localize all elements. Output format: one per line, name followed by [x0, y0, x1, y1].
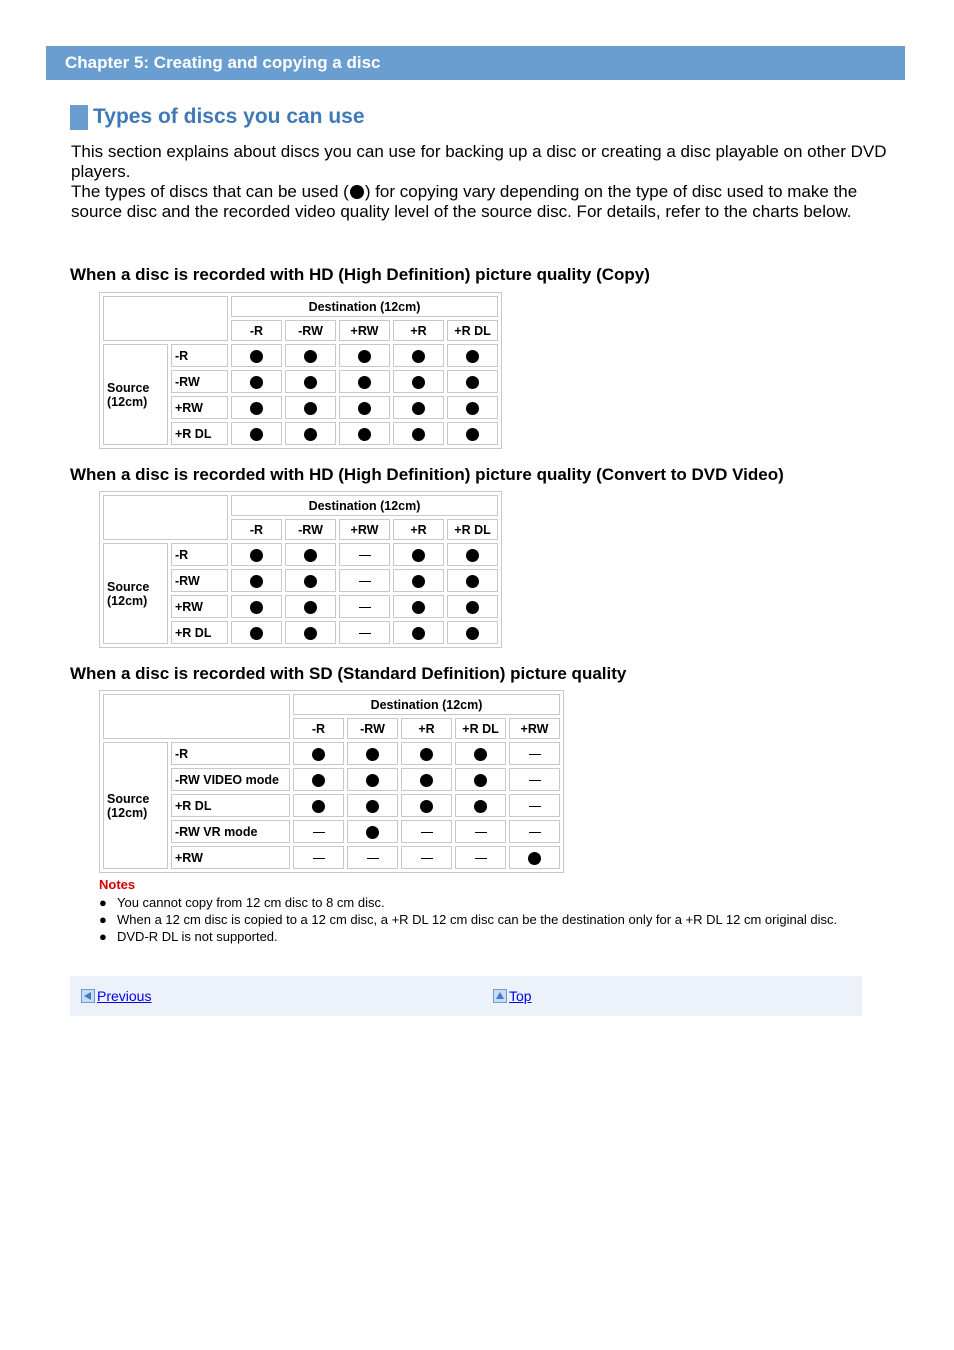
compat-cell: [285, 396, 336, 419]
table-row: [103, 768, 560, 791]
supported-circle-icon: [412, 601, 425, 614]
table-row: [103, 820, 560, 843]
compat-cell: [447, 422, 498, 445]
compat-cell: [509, 768, 560, 791]
supported-circle-icon: [474, 774, 487, 787]
supported-circle-icon: [304, 627, 317, 640]
compat-cell: [285, 543, 336, 566]
compat-cell: [231, 422, 282, 445]
compat-cell: [231, 569, 282, 592]
compat-cell: [455, 742, 506, 765]
supported-circle-icon: [474, 748, 487, 761]
compat-cell: [347, 794, 398, 817]
disc-table-hd-copy: [99, 292, 502, 449]
compat-cell: [393, 370, 444, 393]
compat-cell: [293, 768, 344, 791]
supported-circle-icon: [250, 627, 263, 640]
supported-circle-icon: [412, 350, 425, 363]
source-label: [103, 742, 168, 869]
compat-cell: [401, 742, 452, 765]
supported-circle-icon: [358, 402, 371, 415]
compat-cell: [393, 621, 444, 644]
table-3-heading: When a disc is recorded with SD (Standard Definition) picture quality: [70, 664, 627, 683]
row-label: +RW: [171, 595, 228, 618]
not-supported-dash-icon: [421, 832, 433, 833]
compat-cell: [447, 543, 498, 566]
table-row: [103, 846, 560, 869]
intro-paragraph-1: This section explains about discs you can use for backing up a disc or creating a disc playable on other DVD players.: [71, 142, 887, 181]
compat-cell: [447, 569, 498, 592]
supported-circle-icon: [312, 748, 325, 761]
row-label: +R DL: [171, 621, 228, 644]
compat-cell: [393, 569, 444, 592]
supported-circle-icon: [312, 800, 325, 813]
not-supported-dash-icon: [529, 832, 541, 833]
destination-label: Destination (12cm): [231, 495, 498, 516]
supported-circle-icon: [466, 575, 479, 588]
table-row: [103, 742, 560, 765]
column-header: -RW: [285, 519, 336, 540]
top-link[interactable]: [493, 988, 532, 1004]
column-header: +R: [401, 718, 452, 739]
header-row: [103, 495, 498, 516]
compat-cell: [339, 621, 390, 644]
compat-cell: [401, 820, 452, 843]
compat-cell: [339, 543, 390, 566]
supported-circle-icon: [312, 774, 325, 787]
notes-title: Notes: [99, 877, 136, 892]
column-header: +R DL: [447, 320, 498, 341]
table-row: [103, 794, 560, 817]
compat-cell: [285, 344, 336, 367]
row-label: -RW VIDEO mode: [171, 768, 290, 791]
destination-label: Destination (12cm): [231, 296, 498, 317]
note-text: When a 12 cm disc is copied to a 12 cm disc, a +R DL 12 cm disc can be the destination only for a +R DL 12 cm original disc.: [117, 912, 838, 927]
compat-cell: [447, 595, 498, 618]
arrow-left-icon: [81, 989, 95, 1003]
corner-cell: [103, 495, 228, 540]
compat-cell: [293, 846, 344, 869]
note-item: [99, 894, 889, 911]
compat-cell: [293, 794, 344, 817]
note-item: [99, 911, 889, 928]
supported-circle-icon: [358, 350, 371, 363]
supported-circle-icon: [250, 376, 263, 389]
compat-cell: [285, 370, 336, 393]
page-title: Types of discs you can use: [93, 105, 365, 128]
compat-cell: [231, 543, 282, 566]
row-label: +R DL: [171, 794, 290, 817]
not-supported-dash-icon: [313, 832, 325, 833]
supported-circle-icon: [474, 800, 487, 813]
supported-circle-icon: [412, 549, 425, 562]
column-header: +R: [393, 320, 444, 341]
compat-cell: [339, 422, 390, 445]
not-supported-dash-icon: [359, 633, 371, 634]
bullet-icon: ●: [99, 912, 107, 927]
compat-cell: [393, 595, 444, 618]
column-header: -R: [293, 718, 344, 739]
footer-navigation: [70, 976, 862, 1016]
supported-circle-icon: [250, 575, 263, 588]
compat-cell: [509, 820, 560, 843]
supported-circle-icon: [304, 376, 317, 389]
supported-circle-icon: [420, 774, 433, 787]
table-2-heading: When a disc is recorded with HD (High Definition) picture quality (Convert to DVD Video): [70, 465, 784, 484]
row-label: -RW: [171, 370, 228, 393]
not-supported-dash-icon: [529, 754, 541, 755]
compat-cell: [455, 794, 506, 817]
compat-cell: [447, 621, 498, 644]
compat-cell: [447, 370, 498, 393]
not-supported-dash-icon: [421, 858, 433, 859]
not-supported-dash-icon: [313, 858, 325, 859]
compat-cell: [285, 595, 336, 618]
column-header: +R DL: [447, 519, 498, 540]
disc-table-hd-convert: [99, 491, 502, 648]
column-header: -RW: [285, 320, 336, 341]
supported-circle-icon: [304, 549, 317, 562]
supported-circle-icon: [366, 800, 379, 813]
compat-cell: [401, 846, 452, 869]
supported-circle-icon: [466, 350, 479, 363]
column-header: +RW: [509, 718, 560, 739]
compat-cell: [509, 794, 560, 817]
bullet-icon: ●: [99, 929, 107, 944]
destination-label: Destination (12cm): [293, 694, 560, 715]
corner-cell: [103, 694, 290, 739]
compat-cell: [401, 794, 452, 817]
notes-section: [99, 877, 889, 945]
not-supported-dash-icon: [359, 555, 371, 556]
source-label-line-1: Source: [107, 791, 150, 806]
compat-cell: [293, 820, 344, 843]
supported-circle-icon: [250, 428, 263, 441]
bullet-icon: ●: [99, 895, 107, 910]
previous-link[interactable]: [81, 988, 151, 1004]
compat-cell: [231, 595, 282, 618]
supported-circle-icon: [304, 350, 317, 363]
table-row: [103, 344, 498, 367]
not-supported-dash-icon: [367, 858, 379, 859]
supported-circle-icon: [366, 748, 379, 761]
supported-circle-icon: [466, 601, 479, 614]
column-header: -R: [231, 519, 282, 540]
table-row: [103, 543, 498, 566]
compat-cell: [447, 344, 498, 367]
compat-cell: [231, 370, 282, 393]
column-header: +RW: [339, 519, 390, 540]
supported-circle-icon: [366, 826, 379, 839]
compat-cell: [339, 344, 390, 367]
disc-table-sd: [99, 690, 564, 873]
row-label: -RW: [171, 569, 228, 592]
supported-circle-icon: [250, 350, 263, 363]
top-link-label: Top: [509, 988, 532, 1004]
compat-cell: [285, 422, 336, 445]
supported-circle-icon: [412, 575, 425, 588]
note-text: DVD-R DL is not supported.: [117, 929, 278, 944]
supported-circle-icon: [304, 601, 317, 614]
compat-cell: [393, 344, 444, 367]
row-label: +RW: [171, 396, 228, 419]
supported-circle-icon: [304, 428, 317, 441]
supported-circle-icon: [250, 601, 263, 614]
arrow-up-icon: [493, 989, 507, 1003]
compat-cell: [231, 621, 282, 644]
intro-text-before: The types of discs that can be used (: [71, 182, 349, 201]
supported-circle-icon: [420, 800, 433, 813]
source-label-line-1: Source: [107, 579, 150, 594]
row-label: +R DL: [171, 422, 228, 445]
section-heading: [70, 104, 365, 130]
not-supported-dash-icon: [359, 581, 371, 582]
supported-circle-icon: [412, 428, 425, 441]
source-label: [103, 344, 168, 445]
compat-cell: [339, 370, 390, 393]
chapter-header: [46, 46, 905, 80]
compat-cell: [285, 621, 336, 644]
row-label: -R: [171, 742, 290, 765]
supported-circle-icon: [466, 549, 479, 562]
chapter-title: Chapter 5: Creating and copying a disc: [65, 53, 381, 72]
source-label-line-2: (12cm): [107, 593, 148, 608]
compat-cell: [347, 846, 398, 869]
row-label: -R: [171, 344, 228, 367]
compat-cell: [393, 543, 444, 566]
note-text: You cannot copy from 12 cm disc to 8 cm disc.: [117, 895, 385, 910]
not-supported-dash-icon: [475, 832, 487, 833]
compat-cell: [339, 396, 390, 419]
not-supported-dash-icon: [359, 607, 371, 608]
supported-circle-icon: [466, 627, 479, 640]
supported-circle-icon: [412, 402, 425, 415]
not-supported-dash-icon: [529, 780, 541, 781]
supported-circle-icon: [304, 402, 317, 415]
intro-paragraph-2: [71, 182, 891, 222]
supported-circle-icon: [412, 627, 425, 640]
table-1-heading: When a disc is recorded with HD (High Definition) picture quality (Copy): [70, 265, 650, 284]
corner-cell: [103, 296, 228, 341]
note-item: [99, 928, 889, 945]
supported-circle-icon: [250, 549, 263, 562]
compat-cell: [447, 396, 498, 419]
supported-circle-icon: [358, 376, 371, 389]
supported-circle-icon: [350, 185, 364, 199]
supported-circle-icon: [466, 428, 479, 441]
row-label: -RW VR mode: [171, 820, 290, 843]
supported-circle-icon: [358, 428, 371, 441]
supported-circle-icon: [250, 402, 263, 415]
supported-circle-icon: [366, 774, 379, 787]
supported-circle-icon: [528, 852, 541, 865]
not-supported-dash-icon: [529, 806, 541, 807]
compat-cell: [401, 768, 452, 791]
compat-cell: [455, 846, 506, 869]
title-marker-icon: [70, 105, 88, 130]
supported-circle-icon: [466, 402, 479, 415]
compat-cell: [393, 396, 444, 419]
supported-circle-icon: [304, 575, 317, 588]
intro-text: [71, 142, 891, 222]
source-label-line-2: (12cm): [107, 394, 148, 409]
compat-cell: [455, 820, 506, 843]
compat-cell: [455, 768, 506, 791]
supported-circle-icon: [420, 748, 433, 761]
compat-cell: [393, 422, 444, 445]
intro-text-after: ) for copying vary depending on the type of disc used to make the source disc and the recorded video quality level of the source disc. For details, refer to the charts below.: [71, 182, 858, 221]
compat-cell: [509, 742, 560, 765]
column-header: +RW: [339, 320, 390, 341]
compat-cell: [347, 742, 398, 765]
supported-circle-icon: [466, 376, 479, 389]
row-label: +RW: [171, 846, 290, 869]
compat-cell: [347, 768, 398, 791]
compat-cell: [231, 344, 282, 367]
header-row: [103, 694, 560, 715]
compat-cell: [285, 569, 336, 592]
notes-list: [99, 894, 889, 945]
compat-cell: [339, 595, 390, 618]
compat-cell: [339, 569, 390, 592]
source-label-line-1: Source: [107, 380, 150, 395]
row-label: -R: [171, 543, 228, 566]
compat-cell: [509, 846, 560, 869]
source-label-line-2: (12cm): [107, 805, 148, 820]
source-label: [103, 543, 168, 644]
compat-cell: [347, 820, 398, 843]
supported-circle-icon: [412, 376, 425, 389]
header-row: [103, 296, 498, 317]
not-supported-dash-icon: [475, 858, 487, 859]
column-header: +R DL: [455, 718, 506, 739]
column-header: +R: [393, 519, 444, 540]
previous-link-label: Previous: [97, 988, 152, 1004]
compat-cell: [293, 742, 344, 765]
column-header: -R: [231, 320, 282, 341]
column-header: -RW: [347, 718, 398, 739]
compat-cell: [231, 396, 282, 419]
